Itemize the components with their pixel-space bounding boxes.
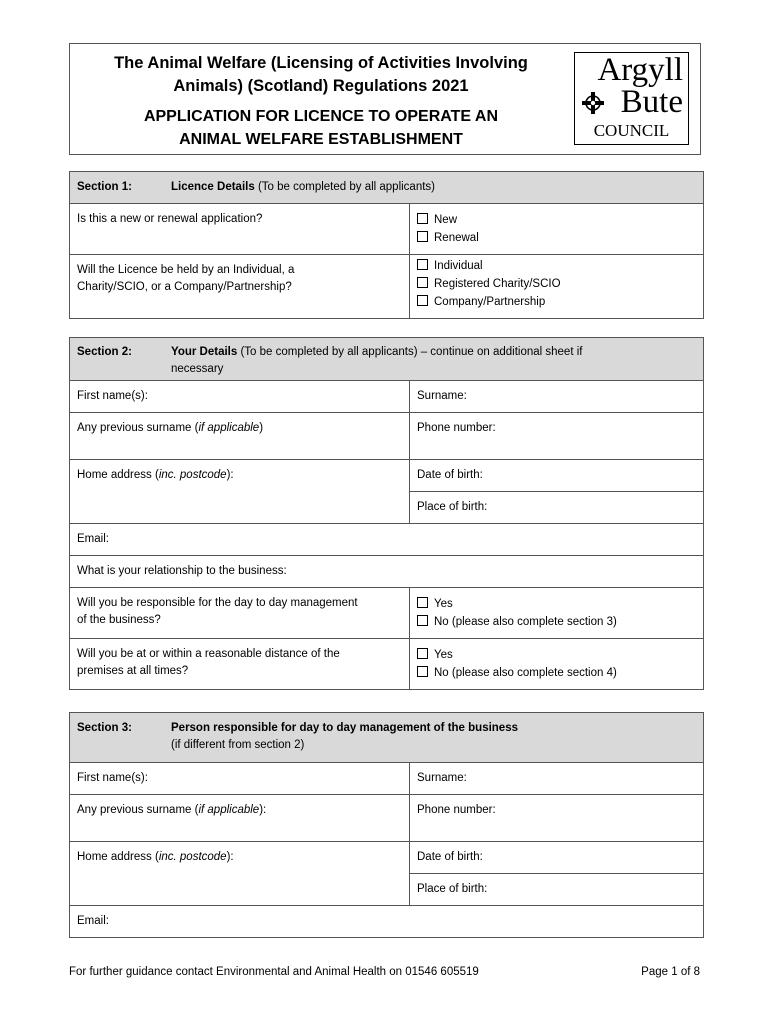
council-logo	[574, 52, 689, 145]
manager-home-address-field[interactable]: Home address (inc. postcode):	[70, 842, 410, 906]
checkbox-icon	[417, 231, 428, 242]
manager-email-field[interactable]: Email:	[70, 906, 704, 938]
form-title: The Animal Welfare (Licensing of Activities Involving Animals) (Scotland) Regulations 2021	[114, 54, 528, 95]
previous-surname-field[interactable]: Any previous surname (if applicable)	[70, 413, 410, 460]
manager-place-of-birth-field[interactable]: Place of birth:	[410, 874, 704, 906]
individual-checkbox[interactable]: Individual	[417, 257, 696, 275]
premises-distance-options	[410, 639, 704, 690]
checkbox-icon	[417, 277, 428, 288]
form-header	[69, 43, 701, 155]
holder-type-options	[410, 255, 704, 319]
day-to-day-management-options	[410, 588, 704, 639]
manager-surname-field[interactable]: Surname:	[410, 763, 704, 795]
home-address-field[interactable]: Home address (inc. postcode):	[70, 460, 410, 524]
new-checkbox[interactable]: New	[417, 211, 696, 229]
manager-phone-number-field[interactable]: Phone number:	[410, 795, 704, 842]
management-no-checkbox[interactable]: No (please also complete section 3)	[417, 613, 696, 631]
email-field[interactable]: Email:	[70, 524, 704, 556]
premises-distance-question: Will you be at or within a reasonable distance of the premises at all times?	[70, 639, 410, 690]
day-to-day-management-question: Will you be responsible for the day to day management of the business?	[70, 588, 410, 639]
form-subtitle: APPLICATION FOR LICENCE TO OPERATE AN ANIMAL WELFARE ESTABLISHMENT	[143, 108, 499, 148]
section-1-header: Section 1: Licence Details (To be completed by all applicants)	[70, 172, 704, 204]
checkbox-icon	[417, 615, 428, 626]
section-2-table	[69, 337, 704, 690]
page-number: Page 1 of 8	[641, 966, 700, 978]
relationship-field[interactable]: What is your relationship to the business:	[70, 556, 704, 588]
checkbox-icon	[417, 666, 428, 677]
application-type-question: Is this a new or renewal application?	[70, 204, 410, 255]
application-type-options	[410, 204, 704, 255]
place-of-birth-field[interactable]: Place of birth:	[410, 492, 704, 524]
surname-field[interactable]: Surname:	[410, 381, 704, 413]
logo-text-bute: Bute	[620, 84, 683, 120]
checkbox-icon	[417, 648, 428, 659]
section-2-header: Section 2: Your Details (To be completed by all applicants) – continue on additional sheet if necessary	[70, 338, 704, 381]
premises-yes-checkbox[interactable]: Yes	[417, 646, 696, 664]
first-name-field[interactable]: First name(s):	[70, 381, 410, 413]
checkbox-icon	[417, 259, 428, 270]
checkbox-icon	[417, 597, 428, 608]
logo-text-argyll: Argyll	[597, 52, 683, 88]
charity-checkbox[interactable]: Registered Charity/SCIO	[417, 275, 696, 293]
section-1-table	[69, 171, 704, 319]
renewal-checkbox[interactable]: Renewal	[417, 229, 696, 247]
phone-number-field[interactable]: Phone number:	[410, 413, 704, 460]
manager-first-name-field[interactable]: First name(s):	[70, 763, 410, 795]
section-3-header: Section 3: Person responsible for day to day management of the business (if different from section 2)	[70, 713, 704, 763]
logo-text-council: COUNCIL	[593, 121, 670, 140]
holder-type-question: Will the Licence be held by an Individual, a Charity/SCIO, or a Company/Partnership?	[70, 255, 410, 319]
premises-no-checkbox[interactable]: No (please also complete section 4)	[417, 664, 696, 682]
company-checkbox[interactable]: Company/Partnership	[417, 293, 696, 311]
manager-date-of-birth-field[interactable]: Date of birth:	[410, 842, 704, 874]
checkbox-icon	[417, 295, 428, 306]
section-3-table	[69, 712, 704, 938]
manager-previous-surname-field[interactable]: Any previous surname (if applicable):	[70, 795, 410, 842]
management-yes-checkbox[interactable]: Yes	[417, 595, 696, 613]
footer-contact: For further guidance contact Environmental and Animal Health on 01546 605519	[69, 966, 479, 978]
date-of-birth-field[interactable]: Date of birth:	[410, 460, 704, 492]
checkbox-icon	[417, 213, 428, 224]
